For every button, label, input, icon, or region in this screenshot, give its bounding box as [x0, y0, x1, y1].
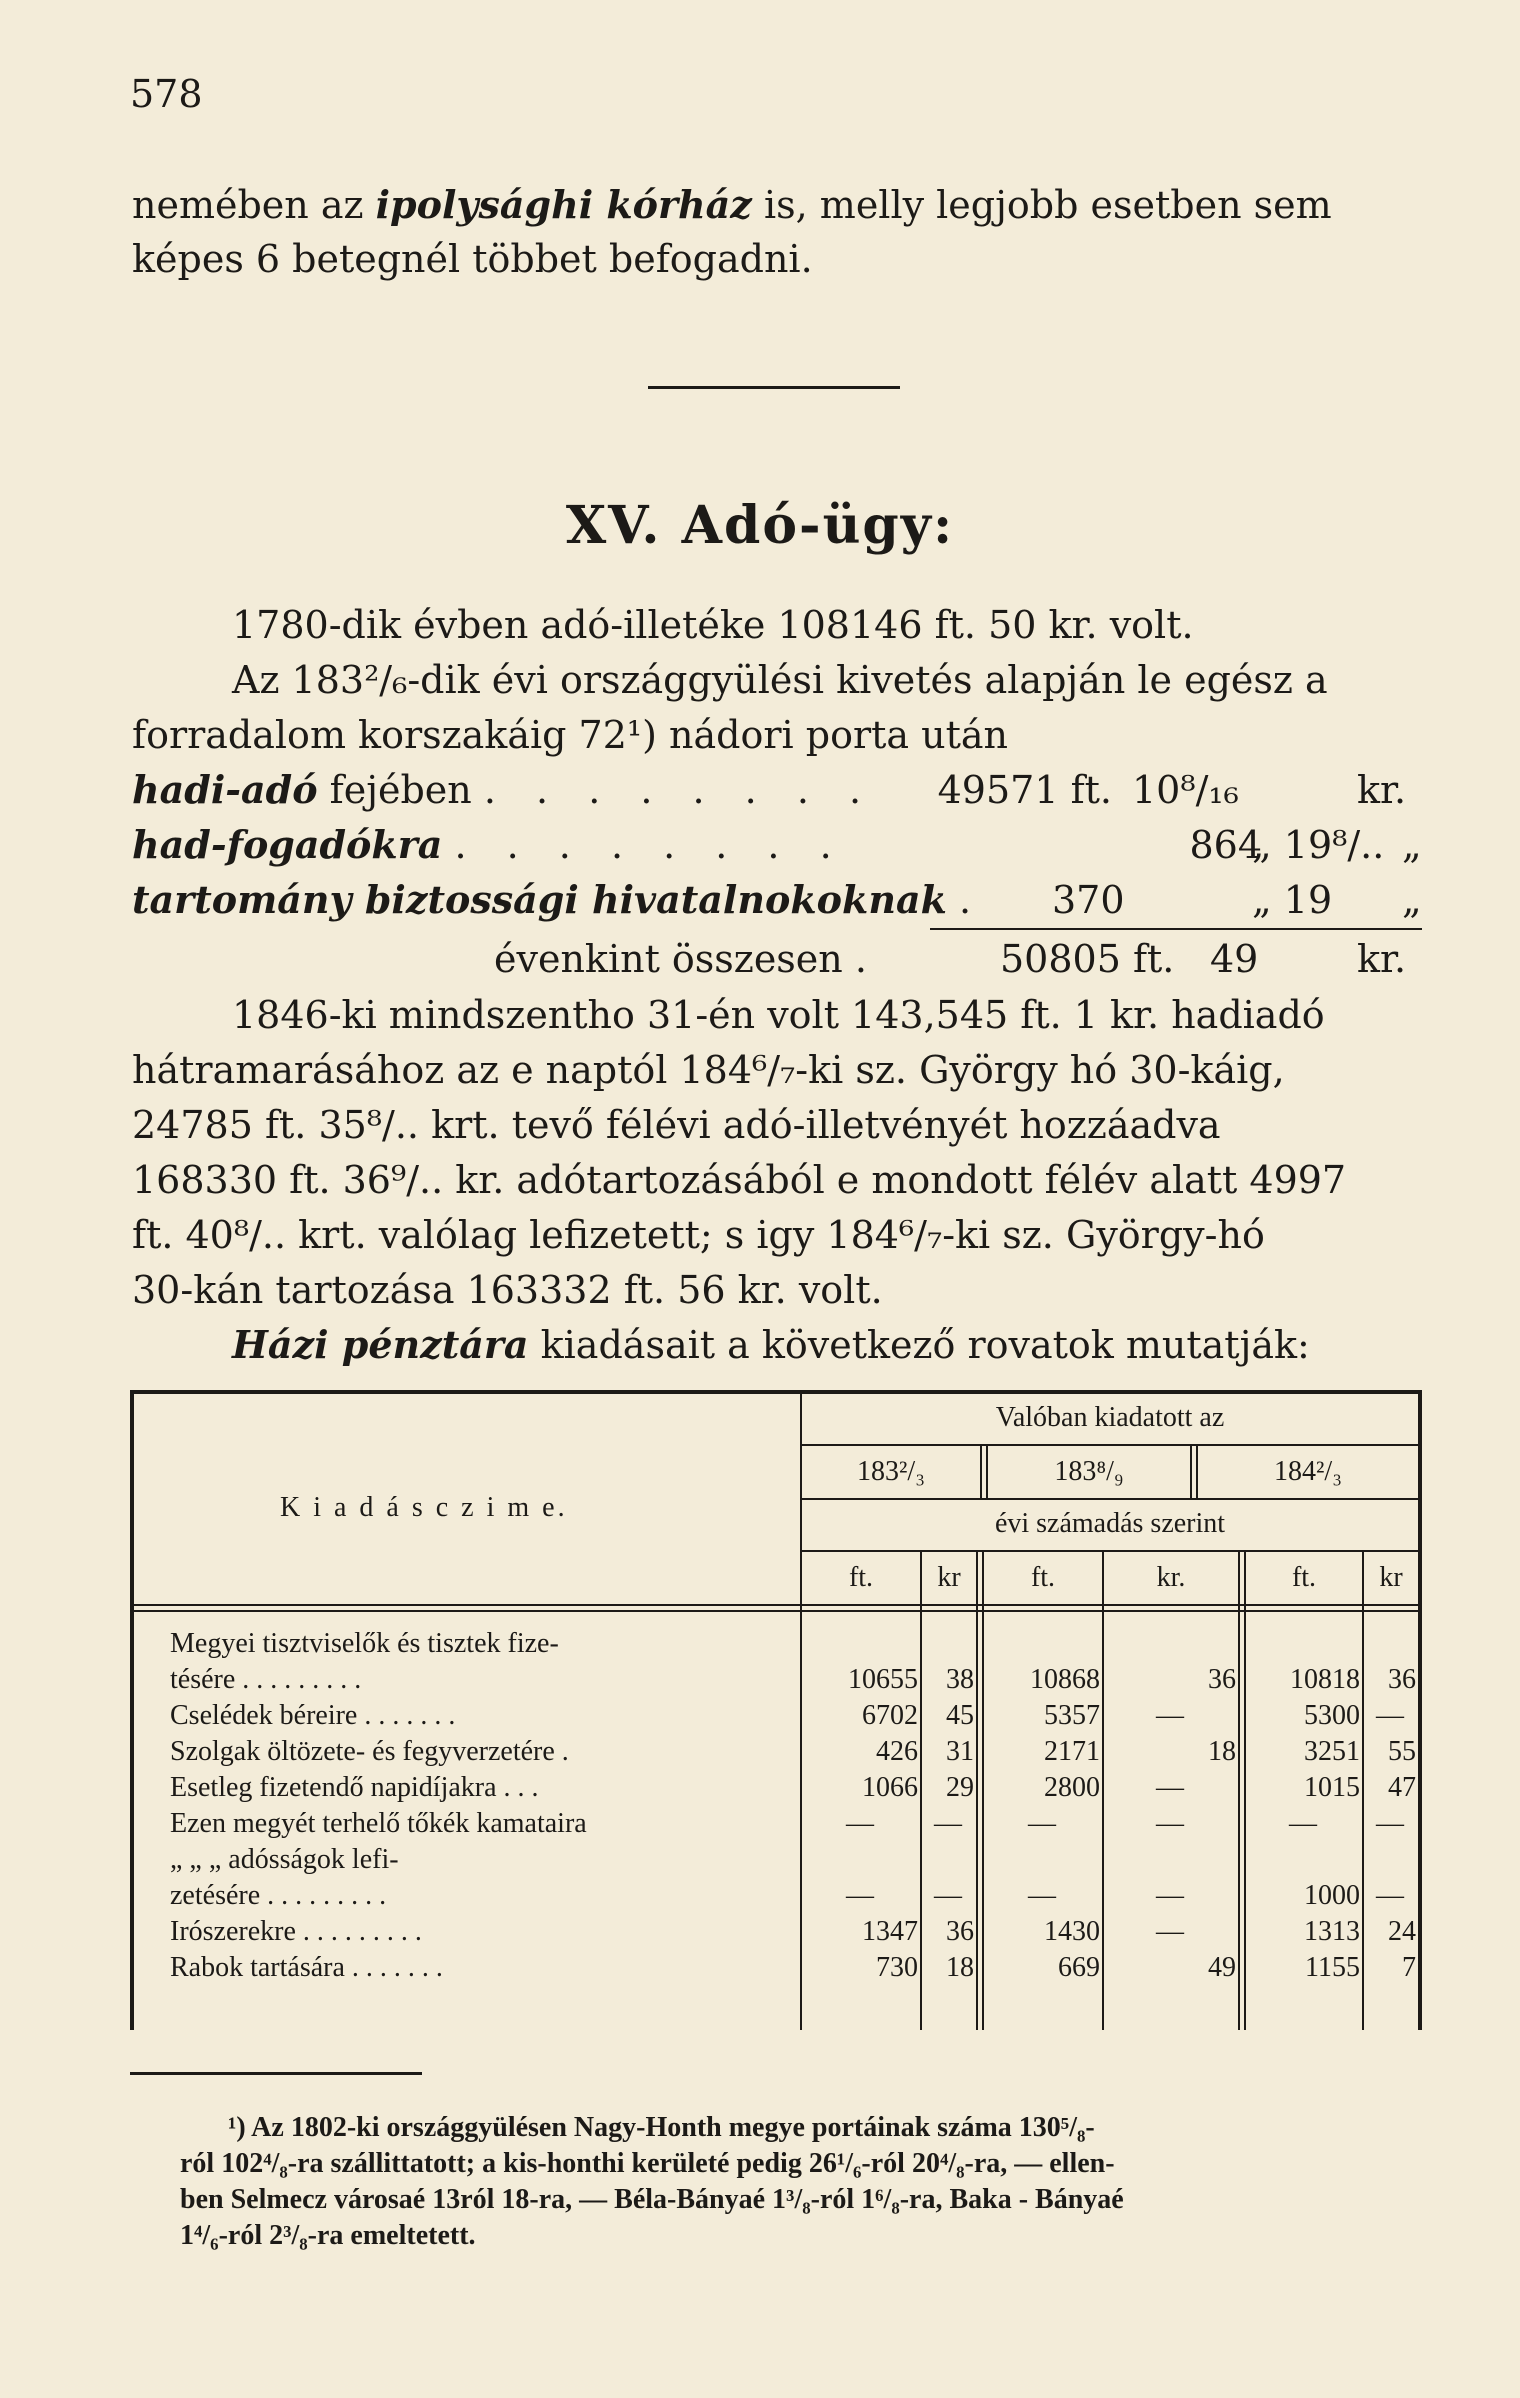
row-value: 2171: [1044, 1736, 1100, 1767]
row-value: 7: [1402, 1952, 1416, 1983]
unit-ft-3: ft.: [1291, 1562, 1317, 1593]
row-value: 31: [946, 1736, 974, 1767]
row-value: —: [1156, 1700, 1184, 1731]
row-value: —: [1376, 1880, 1404, 1911]
row-value: 6702: [862, 1700, 918, 1731]
row-value: 10868: [1030, 1664, 1100, 1695]
row-value: 36: [1388, 1664, 1416, 1695]
group-head: Valóban kiadatott az: [995, 1402, 1225, 1433]
row-value: 1066: [862, 1772, 918, 1803]
paragraph2-line-4: 168330 ft. 36⁹/.. kr. adótartozásából e mondott félév alatt 4997: [132, 1158, 1347, 1202]
row-value: 1000: [1304, 1880, 1360, 1911]
row-label: Megyei tisztviselők és tisztek fize-: [170, 1628, 559, 1659]
intro-line-2: képes 6 betegnél többet befogadni.: [132, 237, 813, 281]
row-value: 36: [1208, 1664, 1236, 1695]
row-label: Ezen megyét terhelő tőkék kamataira: [170, 1808, 587, 1839]
intro-line-1: nemében az ipolysághi kórház is, melly legjobb esetben sem: [132, 182, 1332, 227]
row-value: 1015: [1304, 1772, 1360, 1803]
row-value: 47: [1388, 1772, 1416, 1803]
row-value: 29: [946, 1772, 974, 1803]
row-value: 18: [946, 1952, 974, 1983]
row-value: 669: [1058, 1952, 1100, 1983]
row-value: 10818: [1290, 1664, 1360, 1695]
subhead-rule: [802, 1550, 1418, 1552]
row-value: 38: [946, 1664, 974, 1695]
row-value: —: [1156, 1808, 1184, 1839]
row-value: 5357: [1044, 1700, 1100, 1731]
row-value: 426: [876, 1736, 918, 1767]
row-value: —: [1028, 1808, 1056, 1839]
row-value: —: [1156, 1772, 1184, 1803]
paragraph2-line-2: hátramarásához az e naptól 184⁶/₇-ki sz. György hó 30-káig,: [132, 1048, 1285, 1092]
row-value: —: [846, 1808, 874, 1839]
row-value: 1430: [1044, 1916, 1100, 1947]
table-top-rule: [130, 1390, 1422, 1394]
footnote-line-3: ben Selmecz városaé 13ról 18-ra, — Béla-Bányaé 1³/₈-ról 1⁶/₈-ra, Baka - Bányaé: [180, 2184, 1124, 2215]
paragraph-line-3: forradalom korszakáig 72¹) nádori porta után: [132, 713, 1009, 757]
row-value: 730: [876, 1952, 918, 1983]
unit-kr-3: kr: [1379, 1562, 1403, 1593]
unit-kr-1: kr: [937, 1562, 961, 1593]
sub-head: évi számadás szerint: [994, 1508, 1226, 1539]
paragraph2-line-6: 30-kán tartozása 163332 ft. 56 kr. volt.: [132, 1268, 883, 1312]
header-bottom-rule: [130, 1604, 1422, 1606]
paragraph2-line-5: ft. 40⁸/.. krt. valólag lefizetett; s igy 184⁶/₇-ki sz. György-hó: [132, 1213, 1265, 1257]
year-divider-2a: [1190, 1444, 1192, 1498]
row-value: 24: [1388, 1916, 1416, 1947]
row-value: 36: [946, 1916, 974, 1947]
group-head-rule: [802, 1444, 1418, 1446]
header-bottom-rule-2: [130, 1610, 1422, 1612]
paragraph-line-1: 1780-dik évben adó-illetéke 108146 ft. 50 kr. volt.: [232, 603, 1194, 647]
row-label: Szolgak öltözete- és fegyverzetére .: [170, 1736, 569, 1767]
row-label: Esetleg fizetendő napidíjakra . . .: [170, 1772, 539, 1803]
col-divider-kr1a: [976, 1550, 978, 2030]
col-head-kiadas: K i a d á s c z i m e.: [280, 1492, 568, 1523]
row-value: —: [1028, 1880, 1056, 1911]
unit-ft-1: ft.: [848, 1562, 874, 1593]
row-value: 1347: [862, 1916, 918, 1947]
years-rule: [802, 1498, 1418, 1500]
row-value: —: [1156, 1880, 1184, 1911]
footnote-line-2: ról 102⁴/₈-ra szállittatott; a kis-honthi kerületé pedig 26¹/₆-ról 20⁴/₈-ra, — ellen-: [180, 2148, 1115, 2179]
row-label: zetésére . . . . . . . . .: [170, 1880, 387, 1911]
footnote-rule: [130, 2072, 422, 2075]
row-label: Rabok tartására . . . . . . .: [170, 1952, 443, 1983]
row-value: 18: [1208, 1736, 1236, 1767]
row-value: 5300: [1304, 1700, 1360, 1731]
year-divider-1a: [980, 1444, 982, 1498]
row-value: 49: [1208, 1952, 1236, 1983]
paragraph2-line-1: 1846-ki mindszentho 31-én volt 143,545 ft. 1 kr. hadiadó: [232, 993, 1325, 1037]
row-value: 1155: [1305, 1952, 1360, 1983]
row-value: —: [846, 1880, 874, 1911]
row-label: tésére . . . . . . . . .: [170, 1664, 362, 1695]
row-value: —: [1156, 1916, 1184, 1947]
footnote-line-4: 1⁴/₆-ról 2³/₈-ra emeltetett.: [180, 2220, 476, 2251]
footnote-line-1: ¹) Az 1802-ki országgyülésen Nagy-Honth megye portáinak száma 130⁵/₈-: [228, 2112, 1095, 2143]
unit-kr-2: kr.: [1156, 1562, 1186, 1593]
row-value: 55: [1388, 1736, 1416, 1767]
row-value: 3251: [1304, 1736, 1360, 1767]
row-value: 10655: [848, 1664, 918, 1695]
row-value: —: [934, 1808, 962, 1839]
expense-table: [130, 1390, 1422, 2030]
year-2: 183⁸/₉: [1054, 1456, 1124, 1487]
section-divider: [648, 386, 900, 389]
row-value: 2800: [1044, 1772, 1100, 1803]
table-right-rule: [1418, 1390, 1422, 2030]
row-label: Irószerekre . . . . . . . . .: [170, 1916, 422, 1947]
row-value: —: [1376, 1808, 1404, 1839]
page-number: 578: [130, 72, 203, 116]
paragraph2-line-3: 24785 ft. 35⁸/.. krt. tevő félévi adó-illetvényét hozzáadva: [132, 1103, 1221, 1147]
section-heading: XV. Adó-ügy:: [565, 495, 955, 556]
year-3: 184²/₃: [1274, 1456, 1342, 1487]
row-label: „ „ „ adósságok lefi-: [170, 1844, 399, 1875]
row-value: —: [934, 1880, 962, 1911]
row-value: 1313: [1304, 1916, 1360, 1947]
year-1: 183²/₃: [857, 1456, 925, 1487]
table-left-rule: [130, 1390, 134, 2030]
paragraph-line-2: Az 183²/₆-dik évi országgyülési kivetés alapján le egész a: [232, 658, 1328, 702]
row-value: 45: [946, 1700, 974, 1731]
paragraph2-line-7: Házi pénztára kiadásait a következő rovatok mutatják:: [232, 1322, 1310, 1367]
col-divider-kr2a: [1238, 1550, 1240, 2030]
row-label: Cselédek béreire . . . . . . .: [170, 1700, 456, 1731]
unit-ft-2: ft.: [1030, 1562, 1056, 1593]
row-value: —: [1376, 1700, 1404, 1731]
sum-rule: [930, 928, 1422, 930]
row-value: —: [1289, 1808, 1317, 1839]
